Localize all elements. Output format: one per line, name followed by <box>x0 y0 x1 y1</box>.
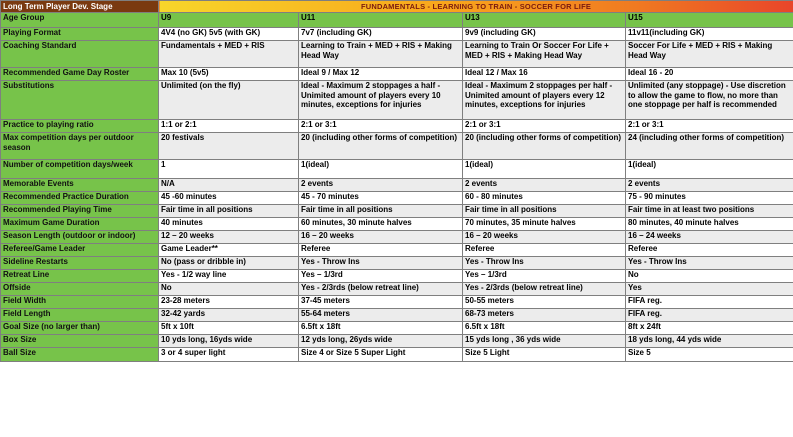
table-cell: 45 -60 minutes <box>159 192 299 205</box>
table-cell: Fair time in all positions <box>299 205 463 218</box>
table-cell: Referee <box>463 244 626 257</box>
table-cell: 24 (including other forms of competition) <box>626 133 793 160</box>
row-label: Goal Size (no larger than) <box>1 322 159 335</box>
table-cell: Size 5 Light <box>463 348 626 362</box>
row-label: Sideline Restarts <box>1 257 159 270</box>
table-cell: Referee <box>626 244 793 257</box>
table-cell: Ideal - Maximum 2 stoppages per half - Unimited amount of players every 12 minutes, exceptions for injuries <box>463 81 626 120</box>
table-cell: 23-28 meters <box>159 296 299 309</box>
table-cell: 32-42 yards <box>159 309 299 322</box>
table-cell: Yes <box>626 283 793 296</box>
row-label: Offside <box>1 283 159 296</box>
table-row <box>1 218 793 231</box>
table-row <box>1 179 793 192</box>
table-cell: No <box>626 270 793 283</box>
data-rows <box>1 28 793 362</box>
table-cell: Yes - Throw Ins <box>299 257 463 270</box>
table-cell: 12 – 20 weeks <box>159 231 299 244</box>
table-cell: 4V4 (no GK) 5v5 (with GK) <box>159 28 299 41</box>
table-cell: Fair time in all positions <box>463 205 626 218</box>
row-label: Substitutions <box>1 81 159 120</box>
table-cell: Yes - 2/3rds (below retreat line) <box>299 283 463 296</box>
row-label: Ball Size <box>1 348 159 362</box>
table-cell: Unlimited (on the fly) <box>159 81 299 120</box>
table-cell: 50-55 meters <box>463 296 626 309</box>
row-label: Field Width <box>1 296 159 309</box>
row-label: Max competition days per outdoor season <box>1 133 159 160</box>
table-row <box>1 283 793 296</box>
table-cell: 18 yds long, 44 yds wide <box>626 335 793 348</box>
table-row <box>1 81 793 120</box>
table-row <box>1 244 793 257</box>
table-row <box>1 41 793 68</box>
table-cell: 15 yds long , 36 yds wide <box>463 335 626 348</box>
age-col-u11: U11 <box>299 13 463 28</box>
table-cell: 7v7 (including GK) <box>299 28 463 41</box>
table-cell: Soccer For Life + MED + RIS + Making Head Way <box>626 41 793 68</box>
table-cell: 2 events <box>463 179 626 192</box>
table-cell: 5ft x 10ft <box>159 322 299 335</box>
table-row <box>1 322 793 335</box>
table-cell: 2:1 or 3:1 <box>626 120 793 133</box>
table-cell: 6.5ft x 18ft <box>299 322 463 335</box>
table-cell: No <box>159 283 299 296</box>
table-row <box>1 120 793 133</box>
table-cell: 2:1 or 3:1 <box>463 120 626 133</box>
table-cell: 2:1 or 3:1 <box>299 120 463 133</box>
table-cell: 6.5ft x 18ft <box>463 322 626 335</box>
table-row <box>1 348 793 362</box>
table-row <box>1 257 793 270</box>
table-cell: Yes – 1/3rd <box>463 270 626 283</box>
table-cell: 40 minutes <box>159 218 299 231</box>
table-row <box>1 28 793 41</box>
table-cell: 75 - 90 minutes <box>626 192 793 205</box>
table-cell: Yes - Throw Ins <box>463 257 626 270</box>
table-row <box>1 160 793 179</box>
table-row <box>1 192 793 205</box>
table-cell: 8ft x 24ft <box>626 322 793 335</box>
table-cell: 70 minutes, 35 minute halves <box>463 218 626 231</box>
table-cell: 20 (including other forms of competition) <box>463 133 626 160</box>
table-cell: 16 – 20 weeks <box>299 231 463 244</box>
table-cell: Yes - 2/3rds (below retreat line) <box>463 283 626 296</box>
table-row <box>1 335 793 348</box>
table-cell: Learning to Train + MED + RIS + Making Head Way <box>299 41 463 68</box>
table-cell: 1(ideal) <box>463 160 626 179</box>
row-label: Season Length (outdoor or indoor) <box>1 231 159 244</box>
table-cell: Size 4 or Size 5 Super Light <box>299 348 463 362</box>
row-label: Recommended Practice Duration <box>1 192 159 205</box>
table-cell: 2 events <box>299 179 463 192</box>
table-cell: FIFA reg. <box>626 296 793 309</box>
row-label: Memorable Events <box>1 179 159 192</box>
table-cell: Referee <box>299 244 463 257</box>
row-label: Maximum Game Duration <box>1 218 159 231</box>
table-cell: FIFA reg. <box>626 309 793 322</box>
row-label: Retreat Line <box>1 270 159 283</box>
table-cell: Fair time in all positions <box>159 205 299 218</box>
table-cell: 80 minutes, 40 minute halves <box>626 218 793 231</box>
table-cell: 16 – 24 weeks <box>626 231 793 244</box>
table-cell: 55-64 meters <box>299 309 463 322</box>
table-cell: Ideal 12 / Max 16 <box>463 68 626 81</box>
row-label: Recommended Playing Time <box>1 205 159 218</box>
age-col-u9: U9 <box>159 13 299 28</box>
table-cell: 16 – 20 weeks <box>463 231 626 244</box>
table-cell: 3 or 4 super light <box>159 348 299 362</box>
table-cell: 20 (including other forms of competition) <box>299 133 463 160</box>
age-group-row <box>1 13 793 28</box>
table-cell: No (pass or dribble in) <box>159 257 299 270</box>
table-cell: 2 events <box>626 179 793 192</box>
table-cell: Fundamentals + MED + RIS <box>159 41 299 68</box>
table-cell: Size 5 <box>626 348 793 362</box>
table-cell: Yes - 1/2 way line <box>159 270 299 283</box>
sheet-title: Long Term Player Dev. Stage <box>1 1 159 13</box>
row-label: Referee/Game Leader <box>1 244 159 257</box>
row-label: Coaching Standard <box>1 41 159 68</box>
age-group-label: Age Group <box>1 13 159 28</box>
table-cell: 60 - 80 minutes <box>463 192 626 205</box>
table-cell: 45 - 70 minutes <box>299 192 463 205</box>
table-cell: N/A <box>159 179 299 192</box>
table-cell: Max 10 (5v5) <box>159 68 299 81</box>
table-row <box>1 309 793 322</box>
table-cell: Unlimited (any stoppage) - Use discretion to allow the game to flow, no more than one stoppage per half is recommended <box>626 81 793 120</box>
table-cell: 1:1 or 2:1 <box>159 120 299 133</box>
table-cell: 12 yds long, 26yds wide <box>299 335 463 348</box>
table-cell: 9v9 (including GK) <box>463 28 626 41</box>
table-cell: Fair time in at least two positions <box>626 205 793 218</box>
table-row <box>1 205 793 218</box>
table-cell: Yes – 1/3rd <box>299 270 463 283</box>
table-cell: 11v11(including GK) <box>626 28 793 41</box>
table-cell: 37-45 meters <box>299 296 463 309</box>
table-cell: Ideal - Maximum 2 stoppages a half - Unimited amount of players every 10 minutes, exceptions for injuries <box>299 81 463 120</box>
age-col-u15: U15 <box>626 13 793 28</box>
table-cell: Game Leader** <box>159 244 299 257</box>
table-row <box>1 231 793 244</box>
title-row <box>1 1 793 13</box>
table-row <box>1 68 793 81</box>
table-cell: 1(ideal) <box>299 160 463 179</box>
row-label: Box Size <box>1 335 159 348</box>
table-cell: 60 minutes, 30 minute halves <box>299 218 463 231</box>
age-col-u13: U13 <box>463 13 626 28</box>
table-row <box>1 296 793 309</box>
table-cell: Learning to Train Or Soccer For Life + MED + RIS + Making Head Way <box>463 41 626 68</box>
table-cell: Ideal 9 / Max 12 <box>299 68 463 81</box>
table-cell: Yes - Throw Ins <box>626 257 793 270</box>
row-label: Recommended Game Day Roster <box>1 68 159 81</box>
table-cell: 68-73 meters <box>463 309 626 322</box>
row-label: Practice to playing ratio <box>1 120 159 133</box>
table-cell: 1(ideal) <box>626 160 793 179</box>
row-label: Field Length <box>1 309 159 322</box>
table-cell: 20 festivals <box>159 133 299 160</box>
row-label: Number of competition days/week <box>1 160 159 179</box>
table-cell: Ideal 16 - 20 <box>626 68 793 81</box>
table-cell: 1 <box>159 160 299 179</box>
row-label: Playing Format <box>1 28 159 41</box>
table-row <box>1 133 793 160</box>
stage-banner: FUNDAMENTALS - LEARNING TO TRAIN - SOCCER FOR LIFE <box>159 1 793 13</box>
table-row <box>1 270 793 283</box>
table-cell: 10 yds long, 16yds wide <box>159 335 299 348</box>
